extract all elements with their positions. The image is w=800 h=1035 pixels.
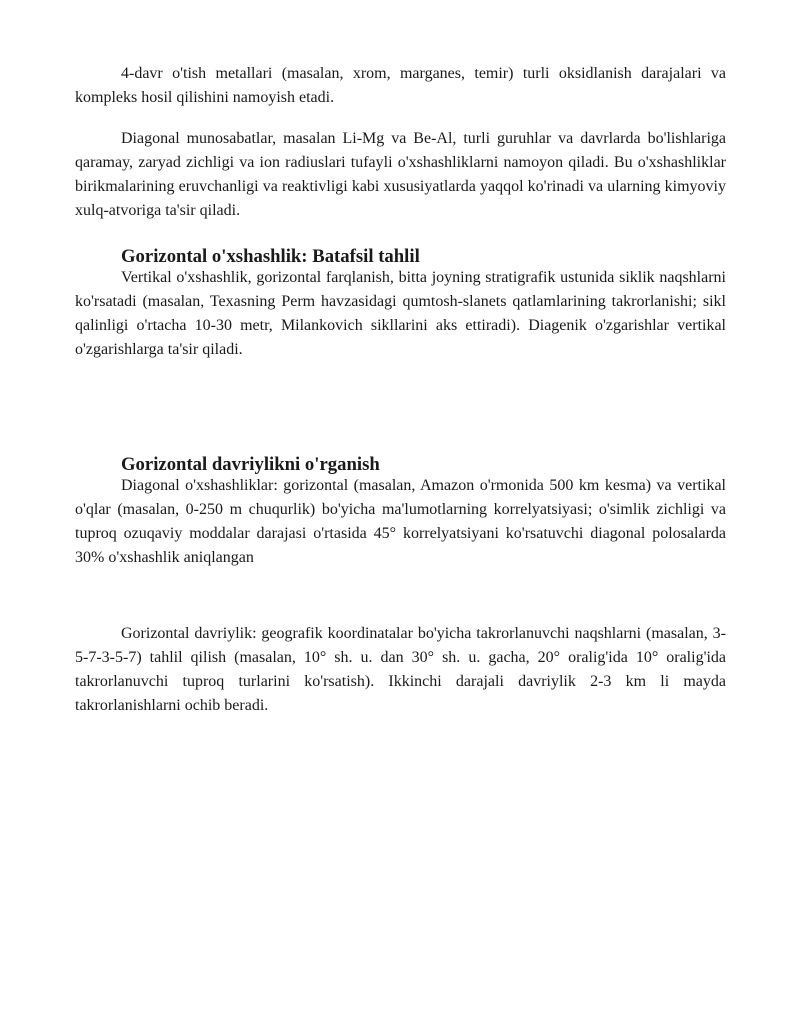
paragraph-diagonal-relations: Diagonal munosabatlar, masalan Li-Mg va Be-Al, turli guruhlar va davrlarda bo'lishlariga qaramay, zaryad zichligi va ion radiuslari tufayli o'xshashliklarni namoyon qiladi. Bu o'xshashliklar birikmalarining eruvchanligi va reaktivligi kabi xususiyatlarda yaqqol ko'rinadi va ularning kimyoviy xulq-atvoriga ta'sir qiladi. bbox=[75, 130, 726, 219]
paragraph-transition-metals: 4-davr o'tish metallari (masalan, xrom, marganes, temir) turli oksidlanish darajalari va kompleks hosil qilishini namoyish etadi. bbox=[75, 65, 726, 106]
paragraph-horizontal-periodicity: Gorizontal davriylik: geografik koordinatalar bo'yicha takrorlanuvchi naqshlarni (masalan, 3-5-7-3-5-7) tahlil qilish (masalan, 10° sh. u. dan 30° sh. u. gacha, 20° oralig'ida 10° oralig'ida takrorlanuvchi tuproq turlarini ko'rsatish). Ikkinchi darajali davriylik 2-3 km li mayda takrorlanishlarni ochib beradi. bbox=[75, 625, 726, 714]
heading-horizontal-similarity: Gorizontal o'xshashlik: Batafsil tahlil bbox=[121, 246, 420, 267]
paragraph-diagonal-similarities: Diagonal o'xshashliklar: gorizontal (masalan, Amazon o'rmonida 500 km kesma) va vertikal o'qlar (masalan, 0-250 m chuqurlik) bo'yicha ma'lumotlarning korrelyatsiyasi; o'simlik zichligi va tuproq ozuqaviy moddalar darajasi o'rtasida 45° korrelyatsiyani ko'rsatuvchi diagonal polosalarda 30% o'xshashlik aniqlangan bbox=[75, 477, 726, 566]
heading-horizontal-periodicity: Gorizontal davriylikni o'rganish bbox=[121, 454, 380, 475]
paragraph-vertical-similarity: Vertikal o'xshashlik, gorizontal farqlanish, bitta joyning stratigrafik ustunida siklik naqshlarni ko'rsatadi (masalan, Texasning Perm havzasidagi qumtosh-slanets qatlamlarining takrorlanishi; sikl qalinligi o'rtacha 10-30 metr, Milankovich sikllarini aks ettiradi). Diagenik o'zgarishlar vertikal o'zgarishlarga ta'sir qiladi. bbox=[75, 269, 726, 358]
